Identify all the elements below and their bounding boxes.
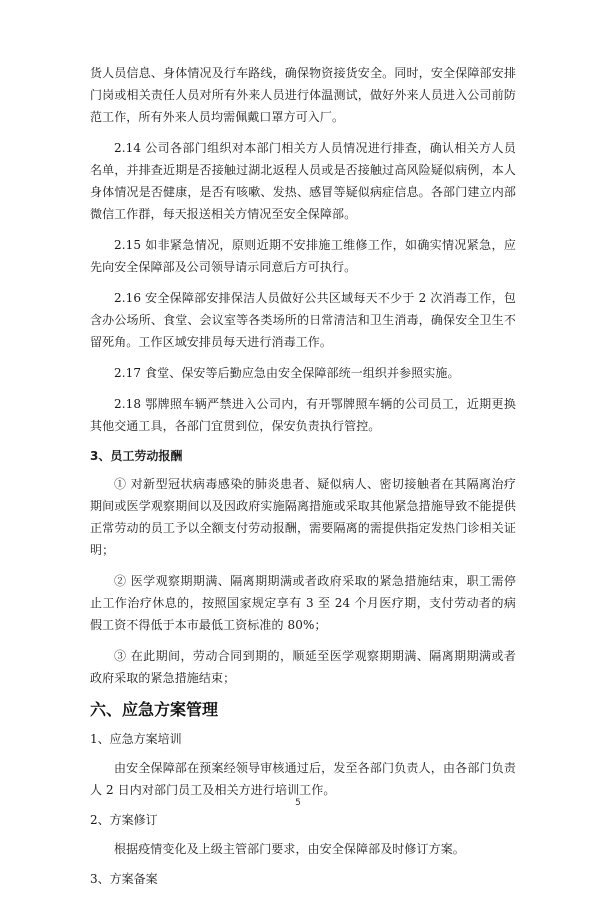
section-heading-emergency-plan: 六、应急方案管理 <box>90 700 219 719</box>
labor-item-3: ③ 在此期间，劳动合同到期的，顺延至医学观察期期满、隔离期期满或者政府采取的紧急措施结束； <box>90 649 516 685</box>
sub-heading-plan-training: 1、应急方案培训 <box>90 732 182 746</box>
labor-item-1: ① 对新型冠状病毒感染的肺炎患者、疑似病人、密切接触者在其隔离治疗期间或医学观察期间以及因政府实施隔离措施或采取其他紧急措施导致不能提供正常劳动的员工予以全额支付劳动报酬，需要隔离的需提供指定发热门诊相关证明； <box>90 477 516 557</box>
paragraph-visitor-control: 货人员信息、身体情况及行车路线，确保物资接货安全。同时，安全保障部安排门岗或相关责任人员对所有外来人员进行体温测试，做好外来人员进入公司前防范工作，所有外来人员均需佩戴口罩方可入厂。 <box>90 66 516 124</box>
page-number: 5 <box>295 798 301 808</box>
paragraph-2-14: 2.14 公司各部门组织对本部门相关方人员情况进行排查，确认相关方人员名单，并排查近期是否接触过湖北返程人员或是否接触过高风险疑似病例，本人身体情况是否健康，是否有咳嗽、发热、感冒等疑似病症信息。各部门建立内部微信工作群，每天报送相关方情况至安全保障部。 <box>90 141 516 221</box>
paragraph-2-17: 2.17 食堂、保安等后勤应急由安全保障部统一组织并参照实施。 <box>114 366 460 380</box>
paragraph-2-15: 2.15 如非紧急情况，原则近期不安排施工维修工作，如确实情况紧急，应先向安全保障部及公司领导请示同意后方可执行。 <box>90 238 516 274</box>
paragraph-2-16: 2.16 安全保障部安排保洁人员做好公共区域每天不少于 2 次消毒工作，包含办公场所、食堂、会议室等各类场所的日常清洁和卫生消毒，确保安全卫生不留死角。工作区域安排员每天进行消毒工作。 <box>90 291 516 349</box>
paragraph-plan-training: 由安全保障部在预案经领导审核通过后，发至各部门负责人，由各部门负责人 2 日内对部门员工及相关方进行培训工作。 <box>90 761 516 797</box>
sub-heading-plan-filing: 3、方案备案 <box>90 872 158 886</box>
page-content <box>90 62 516 897</box>
labor-compensation-heading: 3、员工劳动报酬 <box>90 449 183 463</box>
paragraph-plan-revision: 根据疫情变化及上级主管部门要求，由安全保障部及时修订方案。 <box>114 842 465 856</box>
paragraph-2-18: 2.18 鄂牌照车辆严禁进入公司内，有开鄂牌照车辆的公司员工，近期更换其他交通工具，各部门宜贯到位，保安负责执行管控。 <box>90 397 516 433</box>
sub-heading-plan-revision: 2、方案修订 <box>90 813 158 827</box>
labor-item-2: ② 医学观察期期满、隔离期期满或者政府采取的紧急措施结束，职工需停止工作治疗休息的，按照国家规定享有 3 至 24 个月医疗期，支付劳动者的病假工资不得低于本市最低工资标准的 80%； <box>90 574 516 632</box>
